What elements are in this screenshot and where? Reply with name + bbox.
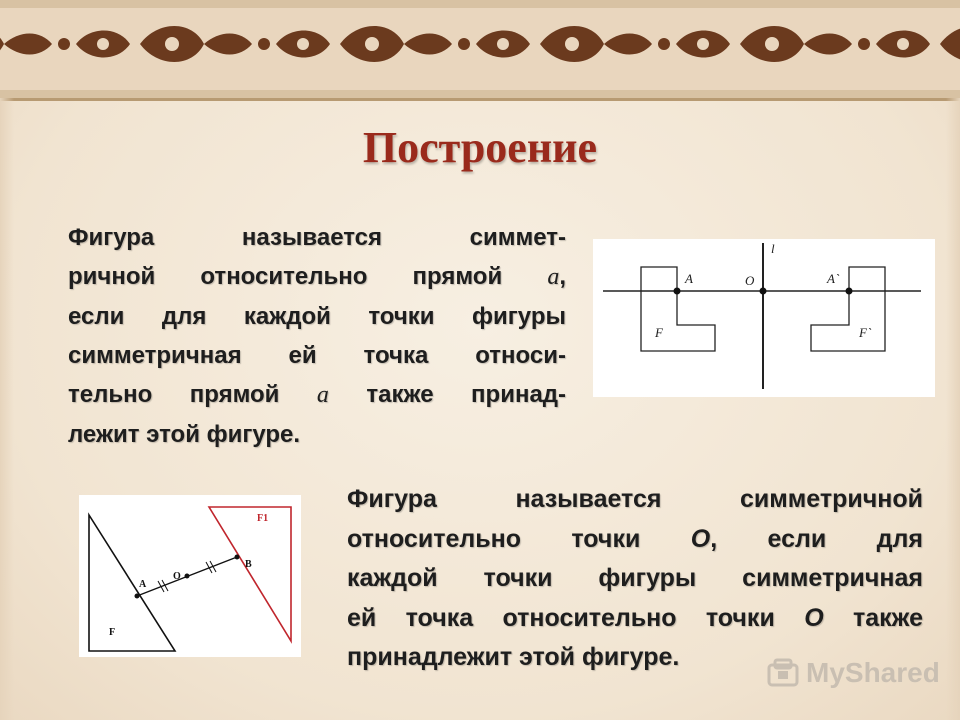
left-edge-shade xyxy=(0,98,14,720)
figure-f-shape xyxy=(641,267,715,351)
axial-line-6: лежит этой фигуре. xyxy=(68,421,301,448)
central-line-1: Фигура называется симметричной xyxy=(347,485,923,513)
ornamental-border xyxy=(0,0,960,101)
label-l: l xyxy=(771,241,775,256)
ornament-pattern-icon xyxy=(0,0,960,98)
axial-line-2: ричной относительно прямой a, xyxy=(68,263,566,290)
point-b-dot xyxy=(235,555,240,560)
axial-symmetry-definition xyxy=(68,218,566,454)
line-variable-a: a xyxy=(547,264,560,290)
label-o: O xyxy=(745,273,755,288)
label-f: F xyxy=(109,627,116,638)
label-f1: F1 xyxy=(257,513,269,524)
axial-line-2-text: ричной относительно прямой xyxy=(68,263,503,290)
central-line-3: каждой точки фигуры симметричная xyxy=(347,564,923,592)
figure-f-prime-shape xyxy=(811,267,885,351)
axial-line-3: если для каждой точки фигуры xyxy=(68,303,566,330)
central-symmetry-definition xyxy=(347,480,923,678)
axial-line-5-text: тельно прямой xyxy=(68,381,280,408)
watermark-text: MyShared xyxy=(806,657,940,688)
point-a-prime-dot xyxy=(846,288,853,295)
central-line-2-text: относительно точки xyxy=(347,524,641,553)
point-variable-o-2: O xyxy=(804,603,824,632)
central-line-2-tail: , если для xyxy=(710,524,923,553)
label-o: O xyxy=(173,571,181,582)
point-a-dot xyxy=(135,594,140,599)
central-symmetry-figure xyxy=(79,495,301,657)
label-a-prime: A` xyxy=(827,271,840,286)
point-a-dot xyxy=(674,288,681,295)
label-f: F xyxy=(655,325,663,340)
point-o-dot xyxy=(185,574,190,579)
central-line-4-tail: также xyxy=(853,603,923,632)
point-o-dot xyxy=(760,288,767,295)
label-f-prime: F` xyxy=(859,325,872,340)
slide-title: Построение xyxy=(362,123,598,172)
central-line-5: принадлежит этой фигуре. xyxy=(347,643,680,671)
label-a: A xyxy=(685,271,693,286)
central-line-4 xyxy=(347,599,923,639)
point-variable-o: O xyxy=(690,524,711,553)
axial-diagram-svg xyxy=(593,239,935,397)
axial-line-4: симметричная ей точка относи- xyxy=(68,342,566,369)
central-line-4-text: ей точка относительно точки xyxy=(347,603,775,632)
label-a: A xyxy=(139,579,147,590)
axial-line-5-tail: также принад- xyxy=(366,381,567,408)
figure-f1-triangle xyxy=(209,507,291,641)
central-diagram-svg xyxy=(79,495,301,657)
myshared-logo-icon xyxy=(766,657,802,693)
label-b: B xyxy=(245,559,252,570)
right-edge-shade xyxy=(946,98,960,720)
central-line-2 xyxy=(347,520,923,560)
axial-line-5 xyxy=(68,375,566,415)
line-variable-a-2: a xyxy=(316,382,329,408)
myshared-watermark[interactable] xyxy=(766,655,940,695)
axial-line-1: Фигура называется симмет- xyxy=(68,224,566,251)
figure-f-triangle xyxy=(89,515,175,651)
axial-symmetry-figure xyxy=(593,239,935,397)
